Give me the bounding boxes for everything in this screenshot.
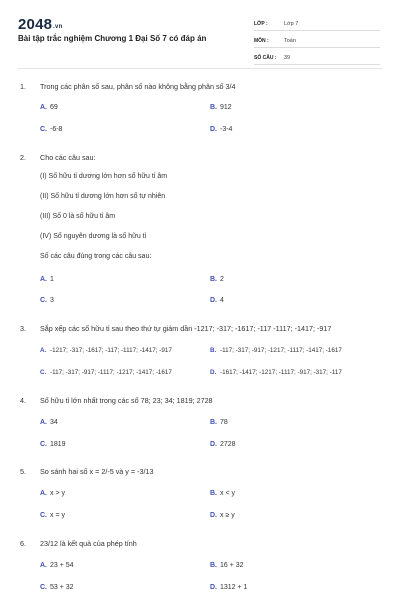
meta-label: SỐ CÂU :: [254, 55, 277, 61]
option-letter: A.: [40, 562, 47, 569]
option-letter: A.: [40, 347, 47, 354]
option-text: -117; -317; -917; -1217; -1117; -1417; -1617: [220, 347, 342, 354]
option-letter: B.: [210, 419, 217, 426]
logo-domain: .vn: [53, 24, 63, 30]
statement: (III) Số 0 là số hữu tỉ âm: [40, 213, 116, 220]
question-prompt: Cho các câu sau:: [40, 153, 96, 162]
site-logo[interactable]: [18, 16, 62, 33]
question-text: [20, 539, 137, 548]
question-number: 3.: [20, 324, 26, 333]
option-a[interactable]: [40, 490, 65, 497]
option-letter: D.: [210, 126, 217, 133]
option-text: x ≥ y: [220, 512, 235, 519]
option-b[interactable]: [210, 104, 232, 111]
option-letter: D.: [210, 369, 217, 376]
option-d[interactable]: [210, 441, 236, 448]
option-c[interactable]: [40, 369, 172, 376]
option-letter: C.: [40, 584, 47, 591]
meta-label: MÔN :: [254, 38, 269, 44]
option-letter: D.: [210, 297, 217, 304]
statement: (IV) Số nguyên dương là số hữu tỉ: [40, 233, 147, 240]
option-b[interactable]: [210, 347, 342, 354]
option-letter: D.: [210, 441, 217, 448]
question-text: [20, 82, 236, 91]
option-letter: C.: [40, 512, 47, 519]
option-text: -1617; -1417; -1217; -1117; -917; -317; -117: [220, 369, 342, 376]
option-c[interactable]: [40, 441, 66, 448]
statement: (I) Số hữu tỉ dương lớn hơn số hữu tỉ âm: [40, 173, 168, 180]
option-text: 78: [220, 419, 228, 426]
option-a[interactable]: [40, 419, 58, 426]
option-letter: A.: [40, 490, 47, 497]
logo-main: 2048: [18, 16, 53, 33]
option-text: 1819: [50, 441, 66, 448]
header-divider: [18, 68, 382, 69]
option-b[interactable]: [210, 490, 235, 497]
option-letter: A.: [40, 419, 47, 426]
option-letter: C.: [40, 441, 47, 448]
option-d[interactable]: [210, 297, 224, 304]
option-text: 912: [220, 104, 232, 111]
option-d[interactable]: [210, 584, 247, 591]
page-title: Bài tập trắc nghiệm Chương 1 Đại Số 7 có đáp án: [18, 34, 207, 43]
question-prompt: Trong các phân số sau, phân số nào không bằng phân số 3/4: [40, 82, 236, 91]
option-c[interactable]: [40, 297, 54, 304]
option-text: -6-8: [50, 126, 63, 133]
meta-label: LỚP :: [254, 21, 268, 27]
option-letter: B.: [210, 490, 217, 497]
option-text: 3: [50, 297, 54, 304]
meta-info: [254, 14, 380, 65]
option-letter: B.: [210, 104, 217, 111]
question-text: [20, 396, 213, 405]
option-c[interactable]: [40, 126, 62, 133]
question-number: 6.: [20, 539, 26, 548]
option-a[interactable]: [40, 104, 58, 111]
option-letter: C.: [40, 126, 47, 133]
option-text: -117; -317; -917; -1117; -1217; -1417; -1617: [50, 369, 172, 376]
question-text: [20, 467, 153, 476]
question-prompt: Sắp xếp các số hữu tỉ sau theo thứ tự giảm dần -1217; -317; -1617; -117 -1117; -1417; -917: [40, 324, 332, 333]
question-text: [20, 153, 96, 162]
statement: Số các câu đúng trong các câu sau:: [40, 253, 152, 260]
option-text: x = y: [50, 512, 65, 519]
question-prompt: 23/12 là kết quả của phép tính: [40, 539, 137, 548]
question-number: 2.: [20, 153, 26, 162]
option-text: 2728: [220, 441, 236, 448]
meta-row-class: [254, 14, 380, 31]
option-c[interactable]: [40, 512, 65, 519]
option-a[interactable]: [40, 276, 54, 283]
option-d[interactable]: [210, 126, 232, 133]
question-number: 1.: [20, 82, 26, 91]
meta-row-subject: [254, 31, 380, 48]
question-prompt: So sánh hai số x = 2/-5 và y = -3/13: [40, 467, 154, 476]
meta-row-count: [254, 48, 380, 65]
option-a[interactable]: [40, 347, 172, 354]
option-text: 1312 + 1: [220, 584, 248, 591]
option-a[interactable]: [40, 562, 74, 569]
option-b[interactable]: [210, 562, 244, 569]
option-text: 1: [50, 276, 54, 283]
meta-value: 39: [284, 55, 291, 61]
option-letter: A.: [40, 276, 47, 283]
option-c[interactable]: [40, 584, 74, 591]
option-b[interactable]: [210, 419, 228, 426]
option-letter: C.: [40, 369, 47, 376]
question-prompt: Số hữu tỉ lớn nhất trong các số 78; 23; 34; 1819; 2728: [40, 396, 213, 405]
option-letter: B.: [210, 562, 217, 569]
option-letter: B.: [210, 347, 217, 354]
option-text: -1217; -317; -1617; -117; -1117; -1417; -917: [50, 347, 172, 354]
meta-value: Toán: [284, 38, 296, 44]
option-letter: D.: [210, 584, 217, 591]
option-text: x < y: [220, 490, 235, 497]
option-text: 69: [50, 104, 58, 111]
option-text: 34: [50, 419, 58, 426]
option-text: 23 + 54: [50, 562, 74, 569]
option-letter: B.: [210, 276, 217, 283]
question-number: 5.: [20, 467, 26, 476]
header: [0, 0, 400, 70]
question-number: 4.: [20, 396, 26, 405]
option-text: 2: [220, 276, 224, 283]
option-text: 53 + 32: [50, 584, 74, 591]
option-d[interactable]: [210, 369, 342, 376]
option-letter: D.: [210, 512, 217, 519]
option-text: 16 + 32: [220, 562, 244, 569]
question-text: [20, 324, 331, 333]
meta-value: Lớp 7: [284, 21, 299, 27]
option-text: 4: [220, 297, 224, 304]
statement: (II) Số hữu tỉ dương lớn hơn số tự nhiên: [40, 193, 166, 200]
option-b[interactable]: [210, 276, 224, 283]
option-d[interactable]: [210, 512, 235, 519]
option-text: x > y: [50, 490, 65, 497]
option-letter: A.: [40, 104, 47, 111]
option-text: -3-4: [220, 126, 233, 133]
option-letter: C.: [40, 297, 47, 304]
